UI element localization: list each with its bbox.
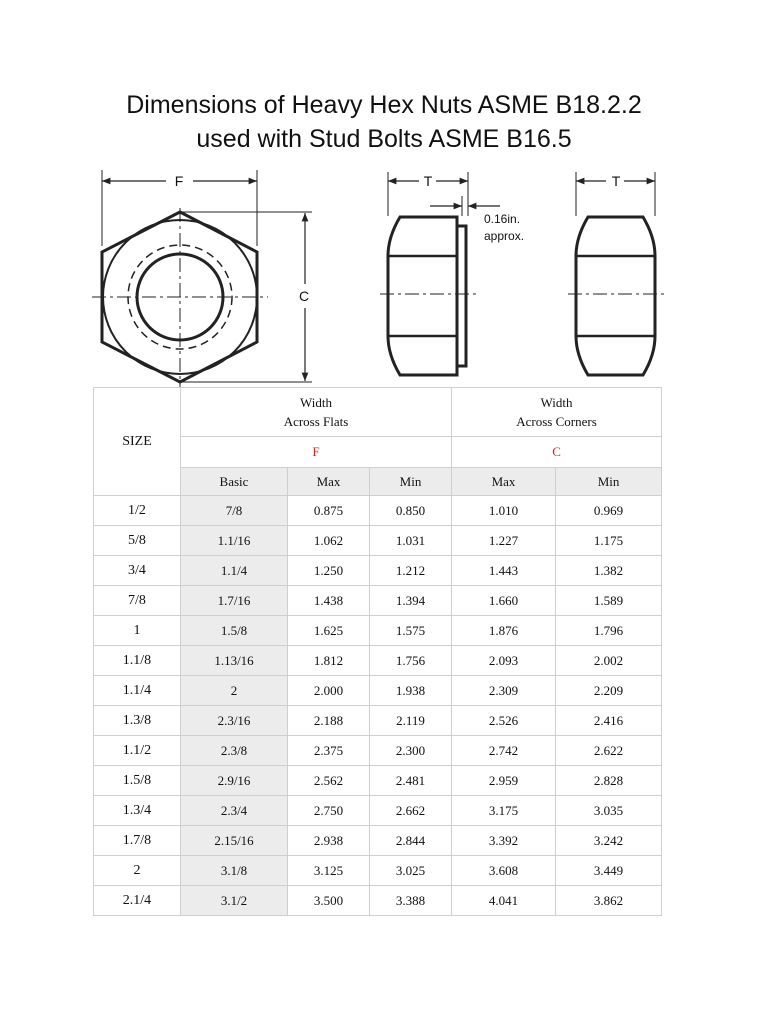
flats-min-cell: 1.212 <box>370 556 452 586</box>
corners-min-cell: 2.416 <box>556 706 662 736</box>
size-cell: 5/8 <box>94 526 181 556</box>
basic-cell: 1.13/16 <box>181 646 288 676</box>
corners-max-cell: 2.526 <box>452 706 556 736</box>
dimensions-table <box>93 387 662 916</box>
flats-max-cell: 2.000 <box>288 676 370 706</box>
size-cell: 1.1/4 <box>94 676 181 706</box>
basic-cell: 2.9/16 <box>181 766 288 796</box>
flats-min-cell: 1.031 <box>370 526 452 556</box>
basic-cell: 3.1/2 <box>181 886 288 916</box>
flats-max-cell: 2.375 <box>288 736 370 766</box>
nut-drawing <box>0 160 768 388</box>
side-view-washer <box>380 172 500 375</box>
across-flats-header-line-1: Width <box>300 395 332 410</box>
corners-min-cell: 0.969 <box>556 496 662 526</box>
flats-max-cell: 2.562 <box>288 766 370 796</box>
table-row <box>94 886 662 916</box>
basic-cell: 1.1/16 <box>181 526 288 556</box>
flats-min-cell: 2.119 <box>370 706 452 736</box>
corners-min-cell: 1.796 <box>556 616 662 646</box>
washer-note-line-1: 0.16in. <box>484 212 521 226</box>
flats-max-cell: 1.062 <box>288 526 370 556</box>
t-label-washer-view: T <box>423 173 433 189</box>
across-flats-header-line-2: Across Flats <box>283 414 349 429</box>
flats-min-cell: 0.850 <box>370 496 452 526</box>
across-corners-header <box>452 388 662 437</box>
basic-cell: 7/8 <box>181 496 288 526</box>
size-cell: 2 <box>94 856 181 886</box>
basic-cell: 1.7/16 <box>181 586 288 616</box>
flats-min-cell: 1.756 <box>370 646 452 676</box>
table-row <box>94 676 662 706</box>
size-cell: 1.1/8 <box>94 646 181 676</box>
flats-min-cell: 1.938 <box>370 676 452 706</box>
corners-min-cell: 2.828 <box>556 766 662 796</box>
corners-max-cell: 1.660 <box>452 586 556 616</box>
table-row <box>94 736 662 766</box>
size-cell: 2.1/4 <box>94 886 181 916</box>
basic-cell: 2.3/4 <box>181 796 288 826</box>
size-cell: 7/8 <box>94 586 181 616</box>
basic-cell: 2.3/8 <box>181 736 288 766</box>
corners-symbol: C <box>452 437 662 468</box>
flats-min-cell: 1.575 <box>370 616 452 646</box>
f-dimension-label: F <box>174 173 184 189</box>
title-line-1: Dimensions of Heavy Hex Nuts ASME B18.2.2 <box>126 91 642 119</box>
corners-min-cell: 3.242 <box>556 826 662 856</box>
table-row <box>94 496 662 526</box>
corners-max-cell: 2.742 <box>452 736 556 766</box>
corners-min-cell: 1.589 <box>556 586 662 616</box>
corners-min-cell: 3.862 <box>556 886 662 916</box>
corners-max-cell: 1.227 <box>452 526 556 556</box>
flats-max-cell: 2.750 <box>288 796 370 826</box>
flats-min-cell: 1.394 <box>370 586 452 616</box>
basic-cell: 1.1/4 <box>181 556 288 586</box>
flats-max-cell: 1.812 <box>288 646 370 676</box>
subheader-corners-min: Min <box>556 468 662 496</box>
corners-min-cell: 2.209 <box>556 676 662 706</box>
flats-min-cell: 2.662 <box>370 796 452 826</box>
table-row <box>94 646 662 676</box>
basic-cell: 2 <box>181 676 288 706</box>
table-row <box>94 766 662 796</box>
t-label-plain-view: T <box>611 173 621 189</box>
subheader-flats-min: Min <box>370 468 452 496</box>
corners-min-cell: 3.449 <box>556 856 662 886</box>
front-view <box>92 170 312 388</box>
subheader-corners-max: Max <box>452 468 556 496</box>
subheader-flats-max: Max <box>288 468 370 496</box>
table-row <box>94 706 662 736</box>
table-row <box>94 616 662 646</box>
table-row <box>94 796 662 826</box>
c-dimension-label: C <box>298 288 310 304</box>
flats-min-cell: 3.388 <box>370 886 452 916</box>
flats-max-cell: 1.438 <box>288 586 370 616</box>
corners-min-cell: 2.002 <box>556 646 662 676</box>
corners-max-cell: 1.443 <box>452 556 556 586</box>
size-cell: 1/2 <box>94 496 181 526</box>
basic-cell: 1.5/8 <box>181 616 288 646</box>
corners-min-cell: 1.382 <box>556 556 662 586</box>
flats-max-cell: 2.188 <box>288 706 370 736</box>
table-row <box>94 856 662 886</box>
size-cell: 3/4 <box>94 556 181 586</box>
across-corners-header-line-1: Width <box>540 395 573 410</box>
corners-max-cell: 3.175 <box>452 796 556 826</box>
corners-max-cell: 1.876 <box>452 616 556 646</box>
table-row <box>94 526 662 556</box>
flats-max-cell: 0.875 <box>288 496 370 526</box>
corners-max-cell: 2.959 <box>452 766 556 796</box>
corners-max-cell: 3.392 <box>452 826 556 856</box>
size-cell: 1.3/8 <box>94 706 181 736</box>
corners-max-cell: 2.309 <box>452 676 556 706</box>
table-row <box>94 826 662 856</box>
table-row <box>94 586 662 616</box>
washer-note-line-2: approx. <box>484 229 525 243</box>
corners-max-cell: 3.608 <box>452 856 556 886</box>
flats-min-cell: 2.300 <box>370 736 452 766</box>
flats-max-cell: 1.250 <box>288 556 370 586</box>
size-cell: 1.3/4 <box>94 796 181 826</box>
size-header: SIZE <box>94 388 181 496</box>
size-cell: 1.7/8 <box>94 826 181 856</box>
flats-min-cell: 3.025 <box>370 856 452 886</box>
flats-max-cell: 3.125 <box>288 856 370 886</box>
size-cell: 1 <box>94 616 181 646</box>
corners-min-cell: 1.175 <box>556 526 662 556</box>
flats-min-cell: 2.481 <box>370 766 452 796</box>
corners-min-cell: 2.622 <box>556 736 662 766</box>
title-line-2: used with Stud Bolts ASME B16.5 <box>196 125 572 153</box>
flats-max-cell: 2.938 <box>288 826 370 856</box>
flats-min-cell: 2.844 <box>370 826 452 856</box>
across-flats-header <box>181 388 452 437</box>
corners-max-cell: 1.010 <box>452 496 556 526</box>
subheader-basic: Basic <box>181 468 288 496</box>
side-view-plain <box>568 172 664 375</box>
across-corners-header-line-2: Across Corners <box>516 414 597 429</box>
size-cell: 1.5/8 <box>94 766 181 796</box>
basic-cell: 2.3/16 <box>181 706 288 736</box>
size-cell: 1.1/2 <box>94 736 181 766</box>
basic-cell: 3.1/8 <box>181 856 288 886</box>
flats-max-cell: 1.625 <box>288 616 370 646</box>
flats-max-cell: 3.500 <box>288 886 370 916</box>
flats-symbol: F <box>181 437 452 468</box>
page-title <box>0 88 768 156</box>
table-row <box>94 556 662 586</box>
corners-min-cell: 3.035 <box>556 796 662 826</box>
corners-max-cell: 4.041 <box>452 886 556 916</box>
corners-max-cell: 2.093 <box>452 646 556 676</box>
basic-cell: 2.15/16 <box>181 826 288 856</box>
